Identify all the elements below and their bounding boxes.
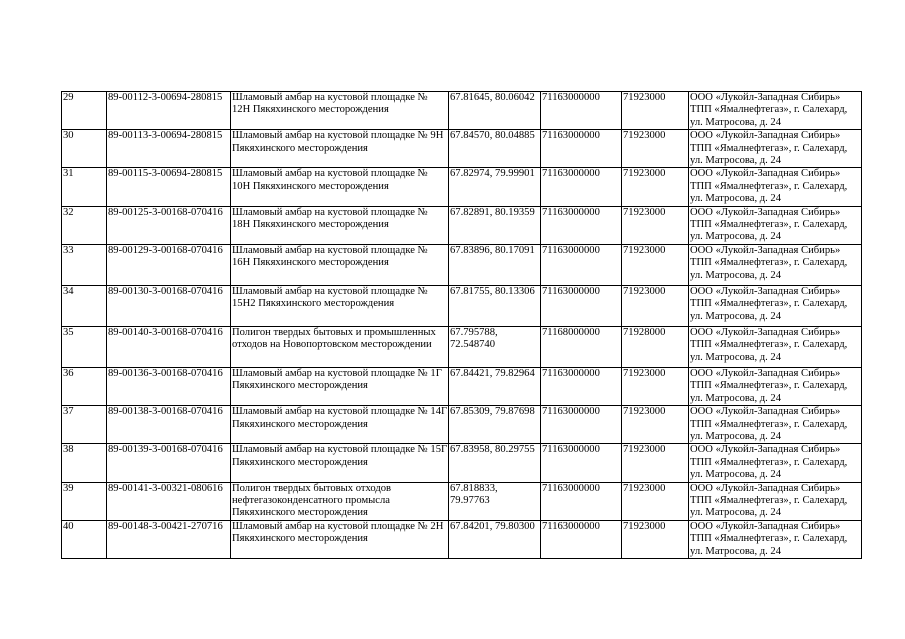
coordinates-cell: 67.83958, 80.29755 [449, 444, 541, 482]
operator-cell: ООО «Лукойл-Западная Сибирь» ТПП «Ямалнефтегаз», г. Салехард, ул. Матросова, д. 24 [689, 92, 862, 130]
registration-number-cell: 89-00139-3-00168-070416 [107, 444, 231, 482]
table-row [62, 367, 862, 405]
facility-name-cell: Шламовый амбар на кустовой площадке № 9Н Пякяхинского месторождения [231, 130, 449, 168]
table-row [62, 285, 862, 326]
coordinates-cell: 67.81755, 80.13306 [449, 285, 541, 326]
operator-cell: ООО «Лукойл-Западная Сибирь» ТПП «Ямалнефтегаз», г. Салехард, ул. Матросова, д. 24 [689, 367, 862, 405]
facility-name-cell: Шламовый амбар на кустовой площадке № 15Г Пякяхинского месторождения [231, 444, 449, 482]
table-row [62, 482, 862, 520]
registration-number-cell: 89-00129-3-00168-070416 [107, 244, 231, 285]
row-number-cell: 40 [62, 520, 107, 558]
oktmo-code-cell: 71163000000 [541, 482, 622, 520]
row-number-cell: 33 [62, 244, 107, 285]
row-number-cell: 39 [62, 482, 107, 520]
okato-code-cell: 71923000 [622, 367, 689, 405]
registration-number-cell: 89-00148-3-00421-270716 [107, 520, 231, 558]
oktmo-code-cell: 71168000000 [541, 326, 622, 367]
operator-cell: ООО «Лукойл-Западная Сибирь» ТПП «Ямалнефтегаз», г. Салехард, ул. Матросова, д. 24 [689, 206, 862, 244]
coordinates-cell: 67.84570, 80.04885 [449, 130, 541, 168]
oktmo-code-cell: 71163000000 [541, 92, 622, 130]
registration-number-cell: 89-00136-3-00168-070416 [107, 367, 231, 405]
table-row [62, 326, 862, 367]
table-row [62, 168, 862, 206]
registration-number-cell: 89-00138-3-00168-070416 [107, 406, 231, 444]
registration-number-cell: 89-00141-3-00321-080616 [107, 482, 231, 520]
oktmo-code-cell: 71163000000 [541, 168, 622, 206]
coordinates-cell: 67.82974, 79.99901 [449, 168, 541, 206]
facility-name-cell: Полигон твердых бытовых отходов нефтегазоконденсатного промысла Пякяхинского месторождения [231, 482, 449, 520]
okato-code-cell: 71928000 [622, 326, 689, 367]
coordinates-cell: 67.84421, 79.82964 [449, 367, 541, 405]
table-row [62, 444, 862, 482]
operator-cell: ООО «Лукойл-Западная Сибирь» ТПП «Ямалнефтегаз», г. Салехард, ул. Матросова, д. 24 [689, 326, 862, 367]
coordinates-cell: 67.85309, 79.87698 [449, 406, 541, 444]
okato-code-cell: 71923000 [622, 520, 689, 558]
oktmo-code-cell: 71163000000 [541, 285, 622, 326]
coordinates-cell: 67.84201, 79.80300 [449, 520, 541, 558]
oktmo-code-cell: 71163000000 [541, 130, 622, 168]
facility-name-cell: Шламовый амбар на кустовой площадке № 1Г Пякяхинского месторождения [231, 367, 449, 405]
operator-cell: ООО «Лукойл-Западная Сибирь» ТПП «Ямалнефтегаз», г. Салехард, ул. Матросова, д. 24 [689, 444, 862, 482]
table-row [62, 244, 862, 285]
facility-name-cell: Шламовый амбар на кустовой площадке № 15Н2 Пякяхинского месторождения [231, 285, 449, 326]
oktmo-code-cell: 71163000000 [541, 444, 622, 482]
registration-number-cell: 89-00115-3-00694-280815 [107, 168, 231, 206]
facility-name-cell: Шламовый амбар на кустовой площадке № 2Н Пякяхинского месторождения [231, 520, 449, 558]
facility-name-cell: Шламовый амбар на кустовой площадке № 12Н Пякяхинского месторождения [231, 92, 449, 130]
okato-code-cell: 71923000 [622, 244, 689, 285]
table-row [62, 406, 862, 444]
oktmo-code-cell: 71163000000 [541, 206, 622, 244]
table-body [62, 92, 862, 559]
oktmo-code-cell: 71163000000 [541, 244, 622, 285]
operator-cell: ООО «Лукойл-Западная Сибирь» ТПП «Ямалнефтегаз», г. Салехард, ул. Матросова, д. 24 [689, 244, 862, 285]
okato-code-cell: 71923000 [622, 406, 689, 444]
row-number-cell: 37 [62, 406, 107, 444]
table-row [62, 206, 862, 244]
okato-code-cell: 71923000 [622, 285, 689, 326]
operator-cell: ООО «Лукойл-Западная Сибирь» ТПП «Ямалнефтегаз», г. Салехард, ул. Матросова, д. 24 [689, 168, 862, 206]
table-row [62, 520, 862, 558]
row-number-cell: 36 [62, 367, 107, 405]
coordinates-cell: 67.83896, 80.17091 [449, 244, 541, 285]
oktmo-code-cell: 71163000000 [541, 367, 622, 405]
oktmo-code-cell: 71163000000 [541, 406, 622, 444]
okato-code-cell: 71923000 [622, 130, 689, 168]
registration-number-cell: 89-00140-3-00168-070416 [107, 326, 231, 367]
coordinates-cell: 67.82891, 80.19359 [449, 206, 541, 244]
facility-name-cell: Полигон твердых бытовых и промышленных отходов на Новопортовском месторождении [231, 326, 449, 367]
coordinates-cell: 67.818833, 79.97763 [449, 482, 541, 520]
registration-number-cell: 89-00112-3-00694-280815 [107, 92, 231, 130]
operator-cell: ООО «Лукойл-Западная Сибирь» ТПП «Ямалнефтегаз», г. Салехард, ул. Матросова, д. 24 [689, 130, 862, 168]
table-row [62, 130, 862, 168]
table-row [62, 92, 862, 130]
facility-name-cell: Шламовый амбар на кустовой площадке № 10Н Пякяхинского месторождения [231, 168, 449, 206]
registration-number-cell: 89-00125-3-00168-070416 [107, 206, 231, 244]
row-number-cell: 35 [62, 326, 107, 367]
okato-code-cell: 71923000 [622, 482, 689, 520]
registration-number-cell: 89-00130-3-00168-070416 [107, 285, 231, 326]
operator-cell: ООО «Лукойл-Западная Сибирь» ТПП «Ямалнефтегаз», г. Салехард, ул. Матросова, д. 24 [689, 285, 862, 326]
facility-name-cell: Шламовый амбар на кустовой площадке № 16Н Пякяхинского месторождения [231, 244, 449, 285]
operator-cell: ООО «Лукойл-Западная Сибирь» ТПП «Ямалнефтегаз», г. Салехард, ул. Матросова, д. 24 [689, 482, 862, 520]
facility-name-cell: Шламовый амбар на кустовой площадке № 14Г Пякяхинского месторождения [231, 406, 449, 444]
operator-cell: ООО «Лукойл-Западная Сибирь» ТПП «Ямалнефтегаз», г. Салехард, ул. Матросова, д. 24 [689, 520, 862, 558]
facility-name-cell: Шламовый амбар на кустовой площадке № 18Н Пякяхинского месторождения [231, 206, 449, 244]
oktmo-code-cell: 71163000000 [541, 520, 622, 558]
coordinates-cell: 67.81645, 80.06042 [449, 92, 541, 130]
row-number-cell: 31 [62, 168, 107, 206]
okato-code-cell: 71923000 [622, 168, 689, 206]
row-number-cell: 32 [62, 206, 107, 244]
row-number-cell: 34 [62, 285, 107, 326]
okato-code-cell: 71923000 [622, 92, 689, 130]
operator-cell: ООО «Лукойл-Западная Сибирь» ТПП «Ямалнефтегаз», г. Салехард, ул. Матросова, д. 24 [689, 406, 862, 444]
row-number-cell: 30 [62, 130, 107, 168]
registration-number-cell: 89-00113-3-00694-280815 [107, 130, 231, 168]
coordinates-cell: 67.795788, 72.548740 [449, 326, 541, 367]
waste-facility-table [61, 91, 862, 559]
okato-code-cell: 71923000 [622, 444, 689, 482]
row-number-cell: 38 [62, 444, 107, 482]
okato-code-cell: 71923000 [622, 206, 689, 244]
row-number-cell: 29 [62, 92, 107, 130]
